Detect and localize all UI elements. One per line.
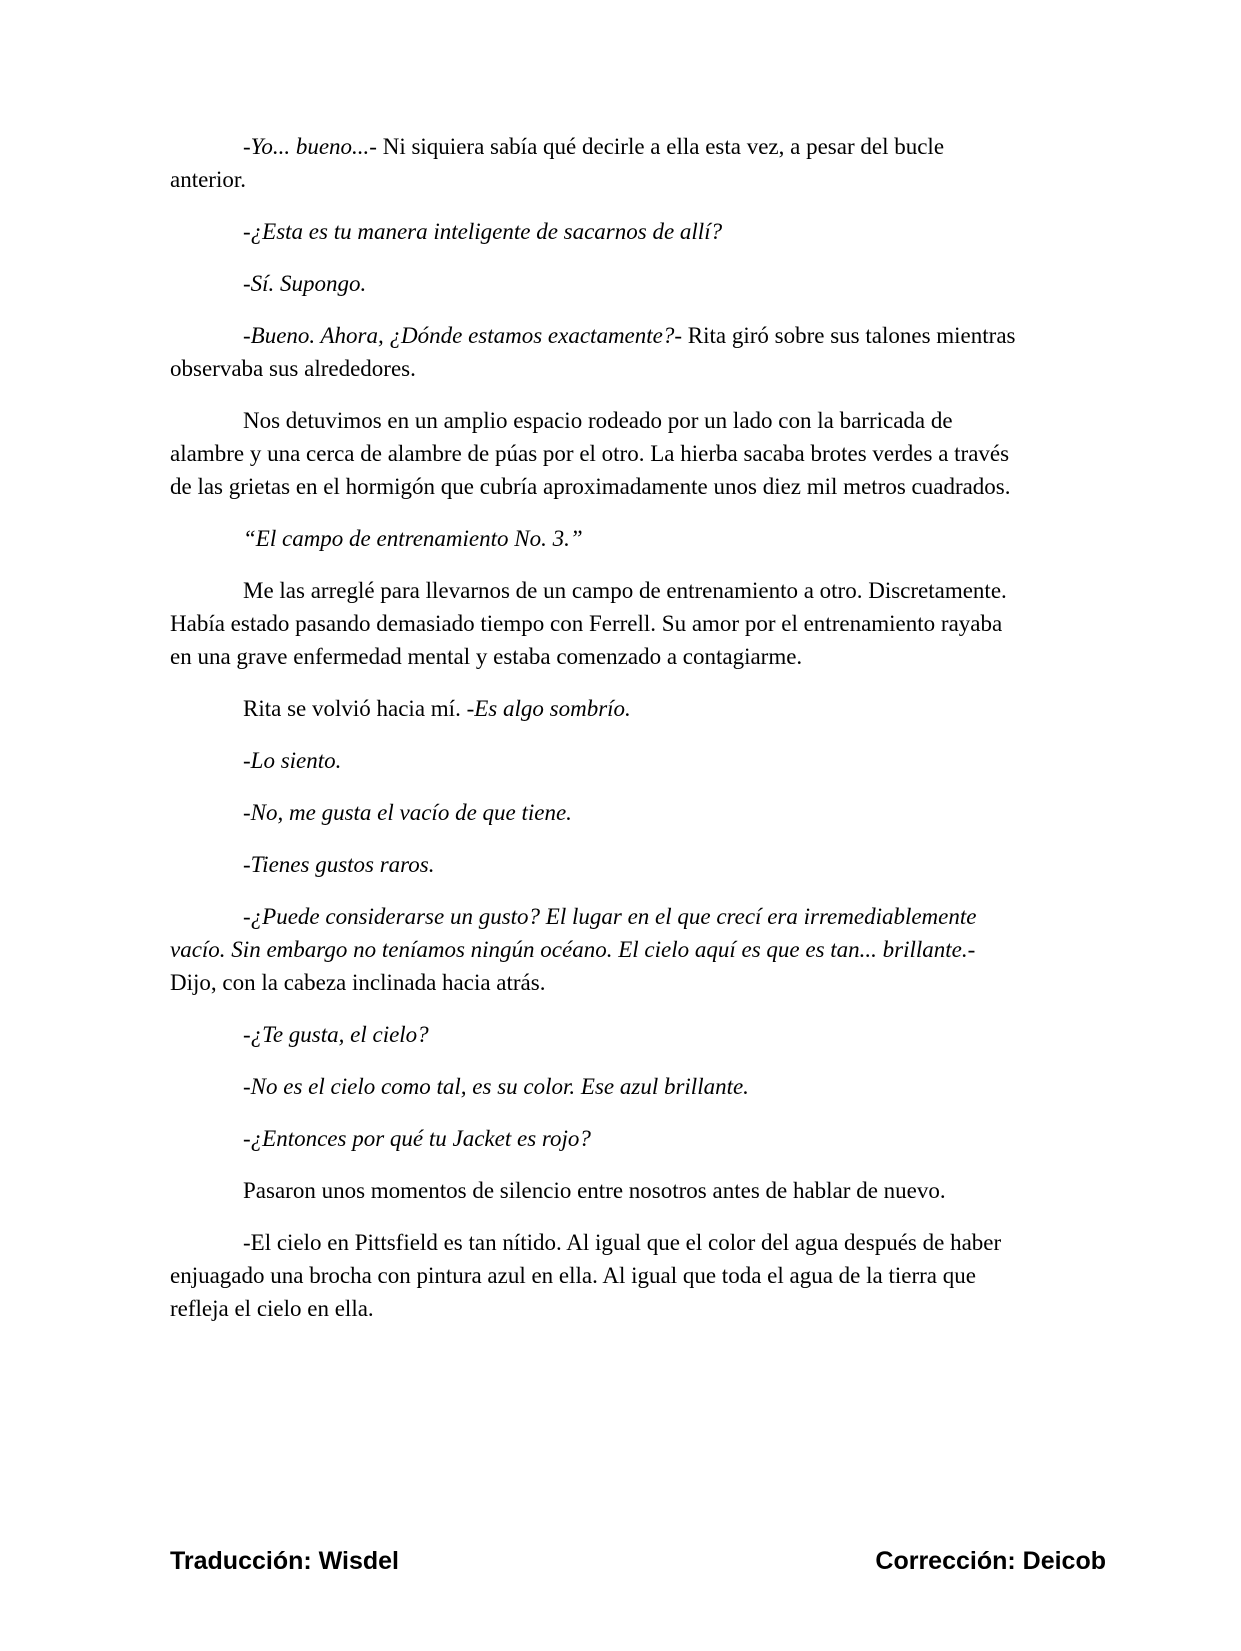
text-run: Ni siquiera sabía qué decirle a ella esta vez, a pesar del bucle anterior. xyxy=(170,134,945,192)
text-run-italic: -Bueno. Ahora, ¿Dónde estamos exactamente?- xyxy=(243,323,683,348)
document-body xyxy=(170,130,1018,1344)
page-footer xyxy=(170,1546,1106,1576)
text-run: Rita giró sobre sus talones mientras observaba sus alrededores. xyxy=(170,323,1016,381)
text-run: Dijo, con la cabeza inclinada hacia atrás. xyxy=(170,970,546,995)
text-run-italic: -¿Esta es tu manera inteligente de sacarnos de allí? xyxy=(243,219,723,244)
paragraph xyxy=(170,404,1018,503)
text-run-italic: -¿Te gusta, el cielo? xyxy=(243,1022,429,1047)
paragraph xyxy=(170,1018,1018,1051)
paragraph xyxy=(170,1226,1018,1325)
text-run-italic: -¿Puede considerarse un gusto? El lugar en el que crecí era irremediablemente vacío. Sin embargo no teníamos ningún océano. El cielo aquí es que es tan... brillante.- xyxy=(170,904,977,962)
footer-translation-credit: Traducción: Wisdel xyxy=(170,1547,399,1575)
text-run: Me las arreglé para llevarnos de un campo de entrenamiento a otro. Discretamente. Había estado pasando demasiado tiempo con Ferrell. Su amor por el entrenamiento rayaba en una grave enfermedad mental y estaba comenzado a contagiarme. xyxy=(170,578,1007,669)
text-run-italic: -¿Entonces por qué tu Jacket es rojo? xyxy=(243,1126,591,1151)
paragraph xyxy=(170,1070,1018,1103)
text-run: Pasaron unos momentos de silencio entre nosotros antes de hablar de nuevo. xyxy=(243,1178,946,1203)
text-run-italic: -Es algo sombrío. xyxy=(466,696,631,721)
text-run-italic: -Sí. Supongo. xyxy=(243,271,367,296)
paragraph xyxy=(170,130,1018,196)
text-run: Rita se volvió hacia mí. xyxy=(243,696,467,721)
paragraph xyxy=(170,744,1018,777)
paragraph xyxy=(170,215,1018,248)
paragraph xyxy=(170,319,1018,385)
paragraph xyxy=(170,522,1018,555)
text-run-italic: -Tienes gustos raros. xyxy=(243,852,435,877)
paragraph xyxy=(170,692,1018,725)
text-run-italic: -Lo siento. xyxy=(243,748,342,773)
text-run-italic: -No es el cielo como tal, es su color. Ese azul brillante. xyxy=(243,1074,749,1099)
paragraph xyxy=(170,267,1018,300)
text-run-italic: -Yo... bueno...- xyxy=(243,134,377,159)
paragraph xyxy=(170,1174,1018,1207)
paragraph xyxy=(170,574,1018,673)
text-run: Nos detuvimos en un amplio espacio rodeado por un lado con la barricada de alambre y una cerca de alambre de púas por el otro. La hierba sacaba brotes verdes a través de las grietas en el hormigón que cubría aproximadamente unos diez mil metros cuadrados. xyxy=(170,408,1011,499)
paragraph xyxy=(170,1122,1018,1155)
paragraph xyxy=(170,848,1018,881)
text-run-italic: “El campo de entrenamiento No. 3.” xyxy=(243,526,583,551)
footer-correction-credit: Corrección: Deicob xyxy=(875,1547,1106,1575)
paragraph xyxy=(170,796,1018,829)
text-run: -El cielo en Pittsfield es tan nítido. Al igual que el color del agua después de haber enjuagado una brocha con pintura azul en ella. Al igual que toda el agua de la tierra que refleja el cielo en ella. xyxy=(170,1230,1002,1321)
paragraph xyxy=(170,900,1018,999)
text-run-italic: -No, me gusta el vacío de que tiene. xyxy=(243,800,572,825)
